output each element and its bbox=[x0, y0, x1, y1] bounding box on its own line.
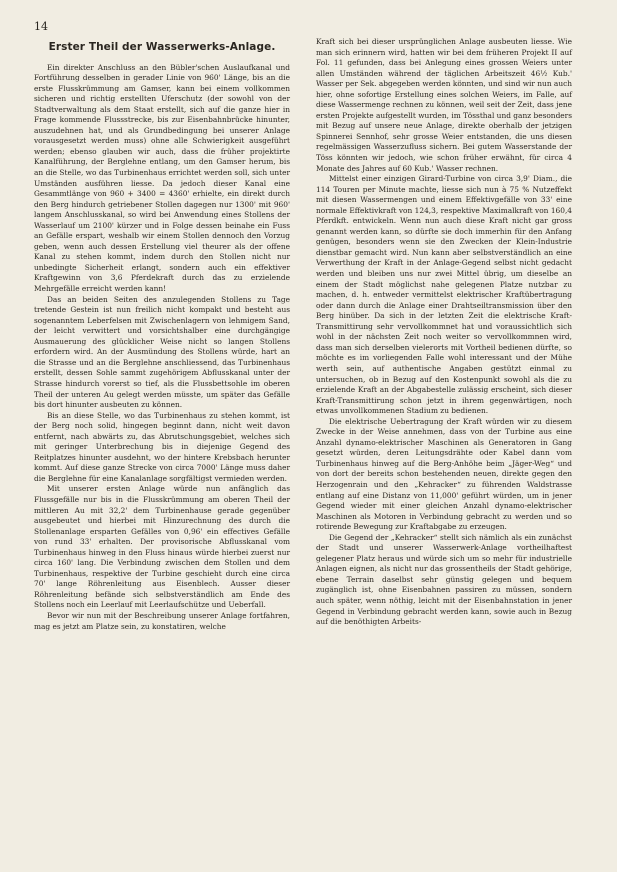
paragraph: Bevor wir nun mit der Beschreibung unserer Anlage fortfahren, mag es jetzt am Platze sein, zu konstatiren, welche bbox=[34, 610, 290, 631]
right-column bbox=[316, 37, 572, 628]
left-column bbox=[34, 40, 290, 632]
paragraph: Das an beiden Seiten des anzulegenden Stollens zu Tage tretende Gestein ist nun freilich nicht kompakt und besteht aus sogenanntem Leberfelsen mit Zwischenlagern von lehmigem Sand, der leicht verwittert und vorsichtshalber eine durchgängige Ausmauerung des glücklicher Weise nicht so langen Stollens erfordern wird. An der Ausmündung des Stollens würde, hart an die Strasse und an die Berglehne anschliessend, das Turbinenhaus erstellt, dessen Sohle sammt zugehörigem Abflusskanal unter der Strasse hindurch vorerst so tief, als die Flussbettsohle im oberen Theil der unteren Au gelegt werden müsste, um später das Gefälle bis dort hinunter ausbeuten zu können. bbox=[34, 294, 290, 410]
paragraph: Mit unserer ersten Anlage würde nun anfänglich das Flussgefälle nur bis in die Flusskrümmung am oberen Theil der mittleren Au mit 32,2' dem Turbinenhause gerade gegenüber ausgebeutet und hierbei mit Hinzurechnung des durch die Stollenanlage ersparten Gefälles von 0,96' ein effectives Gefälle von rund 33' erhalten. Der provisorische Abflusskanal vom Turbinenhaus hinweg in den Fluss hinaus würde hierbei zuerst nur circa 160' lang. Die Verbindung zwischen dem Stollen und dem Turbinenhaus, respektive der Turbine geschieht durch eine circa 70' lange Röhrenleitung aus Eisenblech. Ausser dieser Röhrenleitung befände sich selbstverständlich am Ende des Stollens noch ein Leerlauf mit Leerlaufschütze und Ueberfall. bbox=[34, 484, 290, 610]
paragraph: Mittelst einer einzigen Girard-Turbine von circa 3,9' Diam., die 114 Touren per Minute machte, liesse sich nun à 75 % Nutzeffekt mit diesen Wassermengen und einem Effektivgefälle von 33' eine normale Effektivkraft von 124,3, respektive Maximalkraft von 160,4 Pferdkft. entwickeln. Wenn nun auch diese Kraft nicht gar gross genannt werden kann, so dürfte sie doch immerhin für den Anfang genügen, besonders wenn sie den Zwecken der Klein-Industrie dienstbar gemacht wird. Nun kann aber selbstverständlich an eine Verwerthung der Kraft in der Anlage-Gegend selbst nicht gedacht werden und bleiben uns nur zwei Mittel übrig, um dieselbe an einem der Stadt möglichst nahe gelegenen Platze nutzbar zu machen, d. h. entweder vermittelst elektrischer Kraftübertragung oder dann durch die Anlage einer Drahtseiltransmission über den Berg hinüber. Da sich in der letzten Zeit die elektrische Kraft-Transmittirung sehr vervollkommnet hat und voraussichtlich sich wohl in der nächsten Zeit noch weiter so vervollkommnen wird, dass man sich derselben vielerorts mit Vortheil bedienen dürfte, so möchte es im vorliegenden Falle wohl interessant und der Mühe werth sein, auf authentische Angaben gestützt einmal zu untersuchen, ob in Bezug auf den Kostenpunkt sowohl als die zu erzielende Kraft an der Abgabestelle zulässig erscheint, sich dieser Kraft-Transmittirung schon jetzt in ihrem gegenwärtigen, noch etwas unvollkommenen Stadium zu bedienen. bbox=[316, 174, 572, 416]
section-title: Erster Theil der Wasserwerks-Anlage. bbox=[48, 41, 276, 53]
paragraph: Die Gegend der „Kehracker“ stellt sich nämlich als ein zunächst der Stadt und unserer Wasserwerk-Anlage vortheilhaftest gelegener Platz heraus und würde sich um so mehr für industrielle Anlagen eignen, als nicht nur das grossentheils der Stadt gehörige, ebene Terrain daselbst sehr günstig gelegen und bequem zugänglich ist, ohne Eisenbahnen passiren zu müssen, sondern auch später, wenn nöthig, leicht mit der Eisenbahnstation in jener Gegend in Verbindung gebracht werden kann, sowie auch in Bezug auf die benöthigten Arbeits- bbox=[316, 532, 572, 627]
paragraph: Bis an diese Stelle, wo das Turbinenhaus zu stehen kommt, ist der Berg noch solid, hingegen beginnt dann, nicht weit davon entfernt, nach abwärts zu, das Abrutschungsgebiet, welches sich mit geringer Unterbrechung bis in diejenige Gegend des Reitplatzes hinunter ausdehnt, wo der hintere Krebsbach herunter kommt. Auf diese ganze Strecke von circa 7000' Länge muss daher die Berglehne für eine Kanalanlage sorgfältigst vermieden werden. bbox=[34, 410, 290, 483]
paragraph: Ein direkter Anschluss an den Bübler'schen Auslaufkanal und Fortführung desselben in gerader Linie von 960' Länge, bis an die erste Flusskrümmung am Gamser, kann bei einem vollkommen sicheren und richtig erstellten Uferschutz (der sowohl von der Stadtverwaltung als dem Staat erstellt, sich auf die ganze hier in Frage kommende Flussstrecke, bis zur Eisenbahnbrücke hinunter, auszudehnen hat, und als Grundbedingung bei unserer Anlage vorausgesetzt werden muss) ohne alle Schwierigkeit ausgeführt werden; ebenso glauben wir auch, dass die früher projektirte Kanalführung, der Berglehne entlang, um den Gamser herum, bis an die Stelle, wo das Turbinenhaus errichtet werden soll, sich unter Umständen ausführen liesse. Da jedoch dieser Kanal eine Gesammtlänge von 960 + 3400 = 4360' erhielte, ein direkt durch den Berg hindurch getriebener Stollen dagegen nur 1300' mit 960' langem Anschlusskanal, so wird bei Anwendung eines Stollens der Wasserlauf um 2100' kürzer und in Folge dessen beinahe ein Fuss an Gefälle erspart, weshalb wir einem Stollen dennoch den Vorzug geben, wenn auch dessen Erstellung viel theurer als der offene Kanal zu stehen kommt, indem durch den Stollen nicht nur unbedingte Sicherheit erlangt, sondern auch ein effektiver Kraftgewinn von 3,6 Pferdekraft durch das zu erzielende Mehrgefälle erreicht werden kann! bbox=[34, 62, 290, 294]
paragraph: Kraft sich bei dieser ursprünglichen Anlage ausbeuten liesse. Wie man sich erinnern wird, hatten wir bei dem früheren Projekt II auf Fol. 11 gefunden, dass bei Anlegung eines grossen Weiers unter allen Umständen während der täglichen Arbeitszeit 46½ Kub.' Wasser per Sek. abgegeben werden könnten, und sind wir nun auch hier, ohne sofortige Erstellung eines solchen Weiers, im Falle, auf diese Wassermenge rechnen zu können, weil seit der Zeit, dass jene ersten Projekte aufgestellt wurden, im Tössthal und ganz besonders mit Bezug auf unsere neue Anlage, direkte oberhalb der jetzigen Spinnerei Sennhof, sehr grosse Weier entstanden, die uns diesen regelmässigen Wasserzufluss sichern. Bei gutem Wasserstande der Töss könnten wir jedoch, wie schon früher erwähnt, für circa 4 Monate des Jahres auf 60 Kub.' Wasser rechnen. bbox=[316, 37, 572, 173]
paragraph: Die elektrische Uebertragung der Kraft würden wir zu diesem Zwecke in der Weise annehmen, dass von der Turbine aus eine Anzahl dynamo-elektrischer Maschinen als Generatoren in Gang gesetzt würden, deren Leitungsdrähte oder Kabel dann vom Turbinenhaus hinweg auf die Berg-Anhöhe beim „Jäger-Weg“ und von dort der bereits schon bestehenden neuen, direkte gegen den Herzogenrain und den „Kehracker“ zu führenden Waldstrasse entlang auf eine Distanz von 11,000' geführt würden, um in jener Gegend wieder mit einer gleichen Anzahl dynamo-elektrischer Maschinen als Motoren in Verbindung gebracht zu werden und so rotirende Bewegung zur Kraftabgabe zu erzeugen. bbox=[316, 416, 572, 532]
page-number: 14 bbox=[34, 20, 48, 33]
